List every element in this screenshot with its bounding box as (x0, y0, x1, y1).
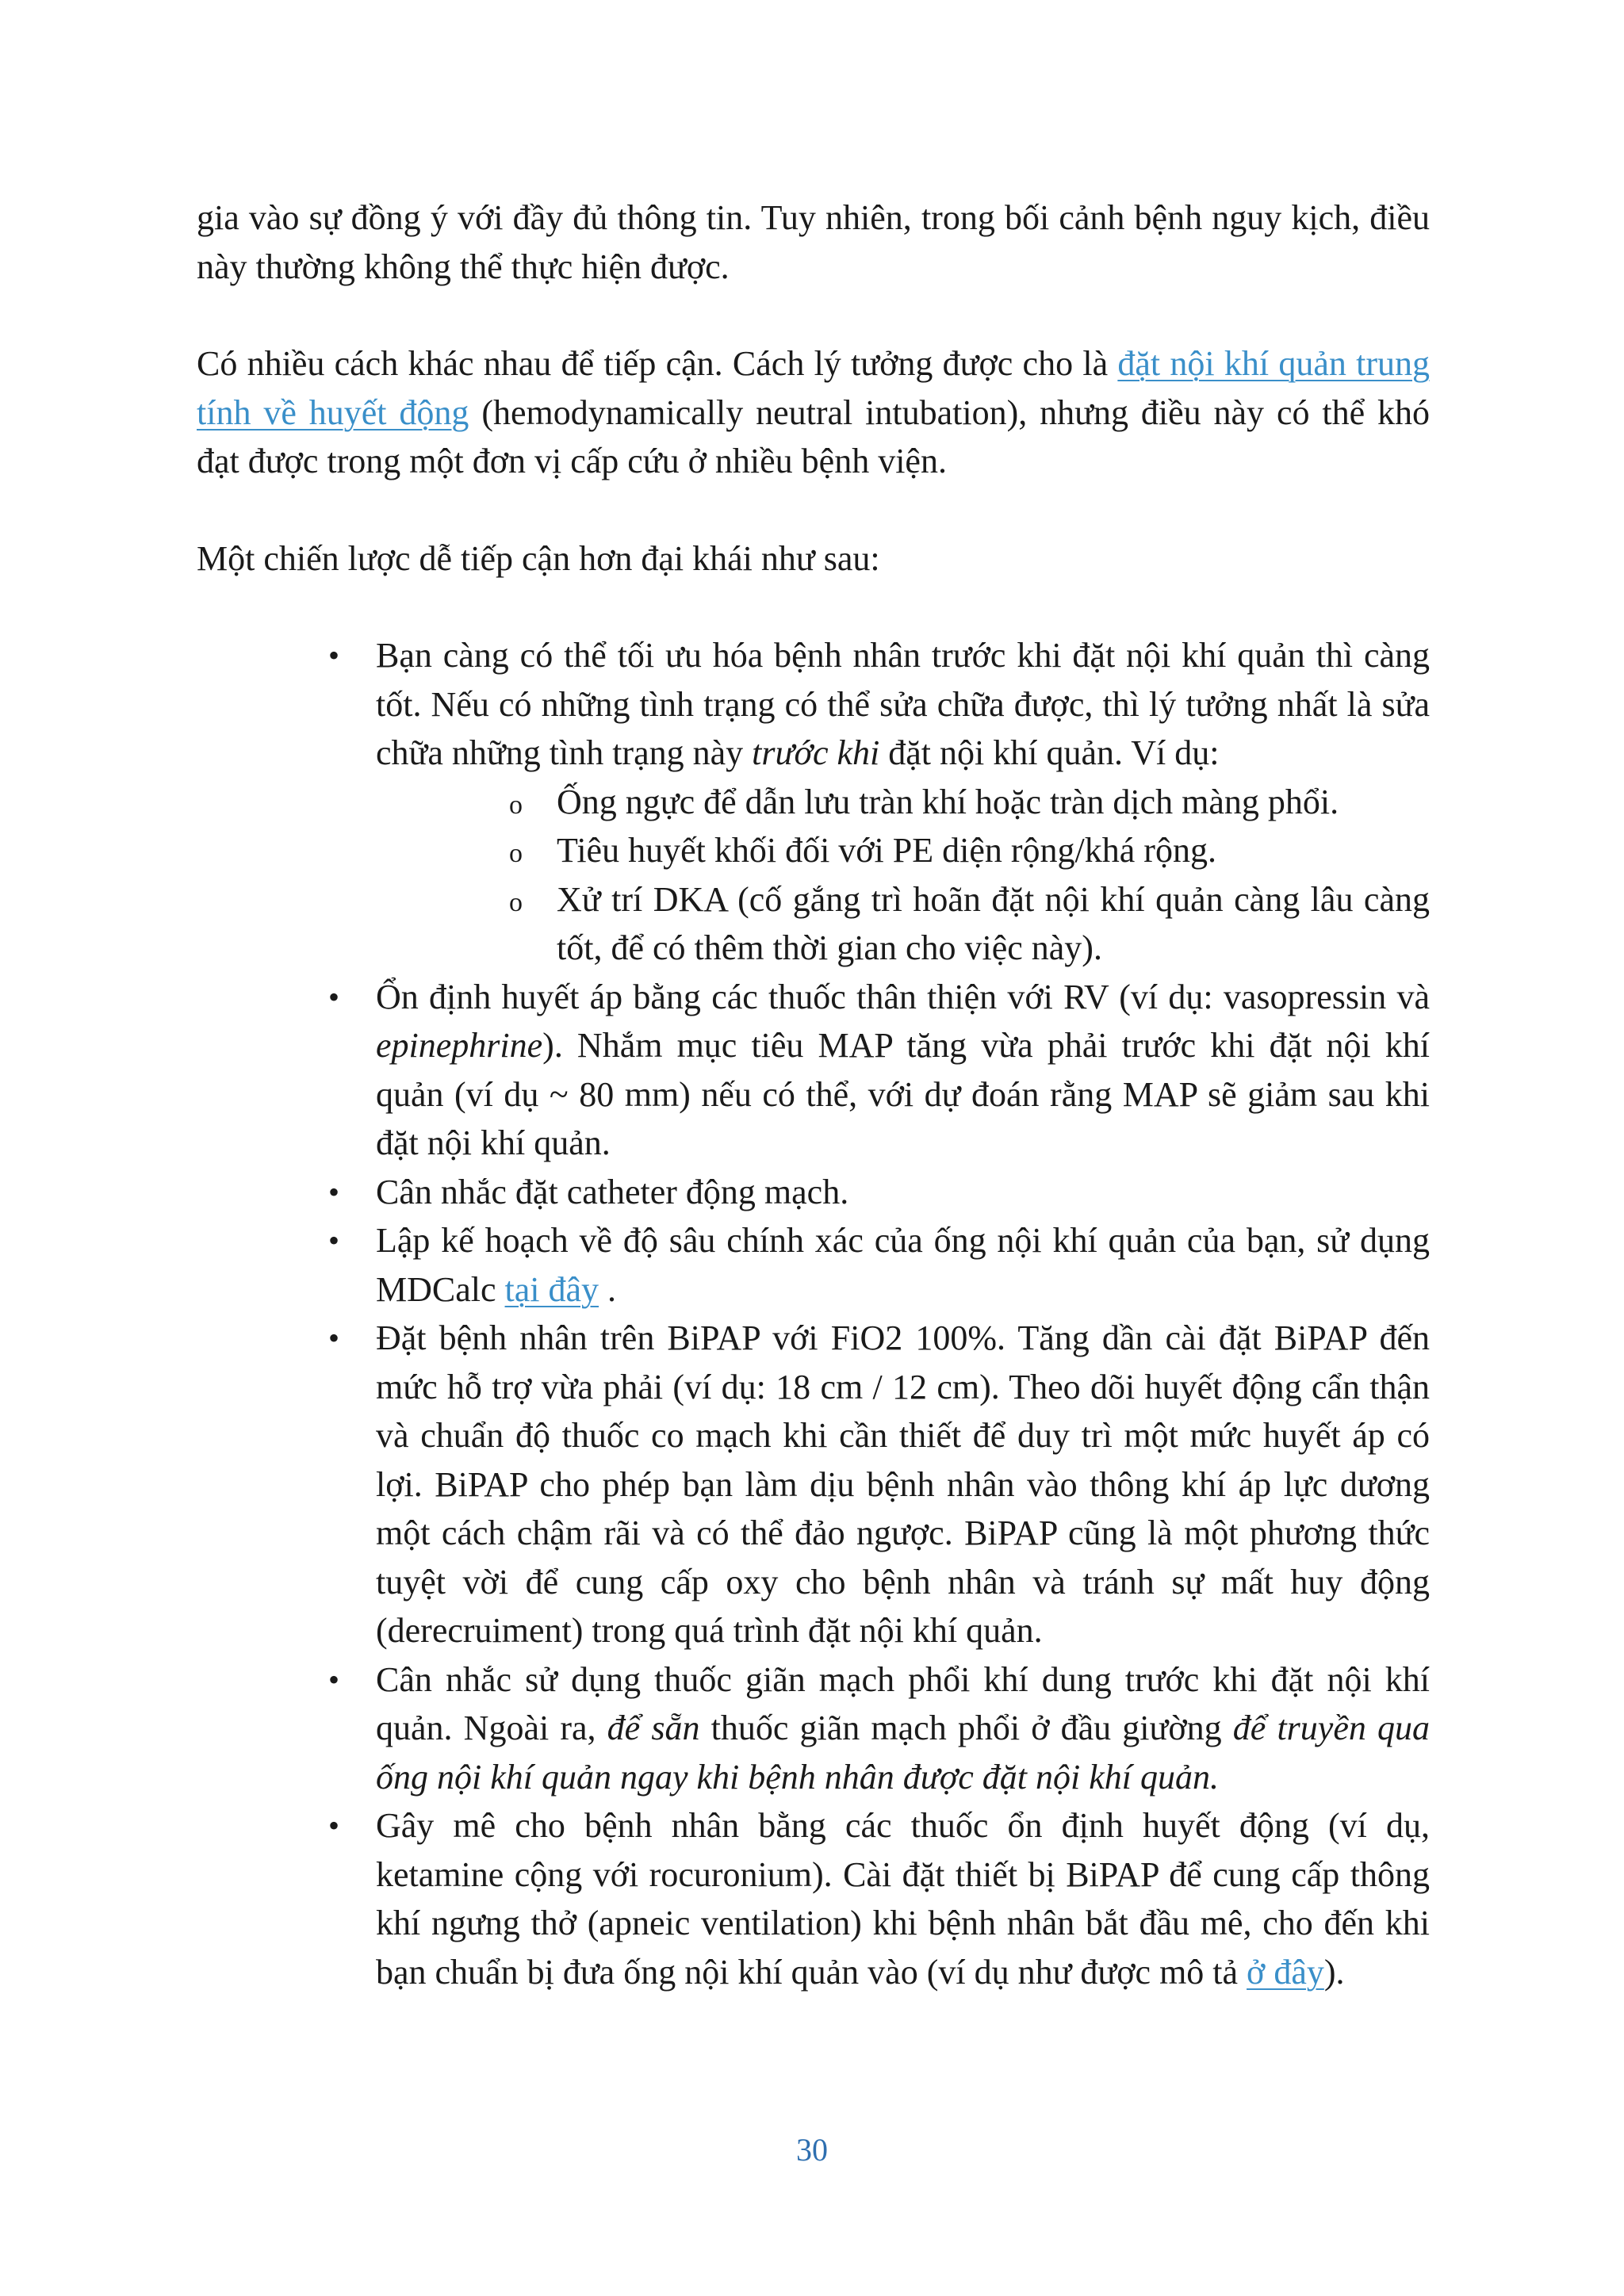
list-item-text: đặt nội khí quản. Ví dụ: (879, 733, 1220, 772)
page-content (197, 193, 1430, 1996)
paragraph-text: gia vào sự đồng ý với đầy đủ thông tin. Tuy nhiên, trong bối cảnh bệnh nguy kịch, điều này thường không thể thực hiện được. (197, 198, 1430, 286)
emphasis-text: epinephrine (376, 1026, 543, 1065)
emphasis-text: để truyền qua ống nội khí quản ngay khi bệnh nhân được đặt nội khí quản. (376, 1709, 1430, 1797)
list-item-text: thuốc giãn mạch phổi ở đầu giường (699, 1709, 1233, 1747)
list-item-text: Lập kế hoạch về độ sâu chính xác của ống nội khí quản của bạn, sử dụng MDCalc (376, 1221, 1430, 1309)
list-item-optimize (376, 631, 1430, 973)
paragraph-text: Một chiến lược dễ tiếp cận hơn đại khái như sau: (197, 538, 880, 578)
emphasis-text: trước khi (752, 733, 880, 772)
list-item-vasodilator (376, 1655, 1430, 1802)
list-item-text: . (599, 1269, 617, 1309)
list-item-text: Gây mê cho bệnh nhân bằng các thuốc ổn định huyết động (ví dụ, ketamine cộng với rocuronium). Cài đặt thiết bị BiPAP để cung cấp thông khí ngưng thở (apneic ventilation) khi bệnh nhân bắt đầu mê, cho đến khi bạn chuẩn bị đưa ống nội khí quản vào (ví dụ như được mô tả (376, 1806, 1430, 1992)
sublist-item: o Ống ngực để dẫn lưu tràn khí hoặc tràn dịch màng phổi. (557, 778, 1430, 827)
list-item-text: Ổn định huyết áp bằng các thuốc thân thiện với RV (ví dụ: vasopressin và (376, 977, 1430, 1016)
list-item-text: Bạn càng có thể tối ưu hóa bệnh nhân trước khi đặt nội khí quản thì càng tốt. Nếu có những tình trạng có thể sửa chữa được, thì lý tưởng nhất là sửa chữa những tình trạng này (376, 636, 1430, 772)
emphasis-text: để sẵn (607, 1709, 700, 1747)
list-item-text: ). Nhắm mục tiêu MAP tăng vừa phải trước khi đặt nội khí quản (ví dụ ~ 80 mm) nếu có thể, với dự đoán rằng MAP sẽ giảm sau khi đặt nội khí quản. (376, 1026, 1430, 1162)
sublist-item: o Tiêu huyết khối đối với PE diện rộng/khá rộng. (557, 826, 1430, 875)
paragraph-approaches (197, 339, 1430, 486)
paragraph-text: (hemodynamically neutral intubation), nhưng điều này có thể khó đạt được trong một đơn vị cấp cứu ở nhiều bệnh viện. (197, 392, 1431, 480)
paragraph-text: Có nhiều cách khác nhau để tiếp cận. Cách lý tưởng được cho là (197, 344, 1118, 383)
paragraph-strategy-intro (197, 534, 1430, 584)
list-item-tube-depth (376, 1216, 1430, 1314)
paragraph-consent (197, 193, 1430, 291)
link-hemodynamically-neutral-intubation[interactable]: đặt nội khí quản trung tính về huyết động (197, 344, 1430, 432)
example-sublist (376, 778, 1430, 973)
strategy-list (197, 631, 1430, 1996)
link-apneic-ventilation[interactable]: ở đây (1247, 1952, 1324, 1992)
list-item-arterial-line: • Cân nhắc đặt catheter động mạch. (376, 1168, 1430, 1217)
sublist-item: o Xử trí DKA (cố gắng trì hoãn đặt nội khí quản càng lâu càng tốt, để có thêm thời gian cho việc này). (557, 875, 1430, 973)
page-number: 30 (796, 2132, 828, 2168)
list-item-stabilize-bp (376, 973, 1430, 1168)
list-item-text: Cân nhắc sử dụng thuốc giãn mạch phổi khí dung trước khi đặt nội khí quản. Ngoài ra, (376, 1659, 1430, 1747)
list-item-text: ). (1323, 1952, 1345, 1992)
list-item-anesthesia (376, 1801, 1430, 1996)
link-mdcalc[interactable]: tại đây (504, 1269, 599, 1309)
list-item-bipap: • Đặt bệnh nhân trên BiPAP với FiO2 100%. Tăng dần cài đặt BiPAP đến mức hỗ trợ vừa phải (ví dụ: 18 cm / 12 cm). Theo dõi huyết động cẩn thận và chuẩn độ thuốc co mạch khi cần thiết để duy trì một mức huyết áp có lợi. BiPAP cho phép bạn làm dịu bệnh nhân vào thông khí áp lực dương một cách chậm rãi và có thể đảo ngược. BiPAP cũng là một phương thức tuyệt vời để cung cấp oxy cho bệnh nhân và tránh sự mất huy động (derecruiment) trong quá trình đặt nội khí quản. (376, 1314, 1430, 1655)
